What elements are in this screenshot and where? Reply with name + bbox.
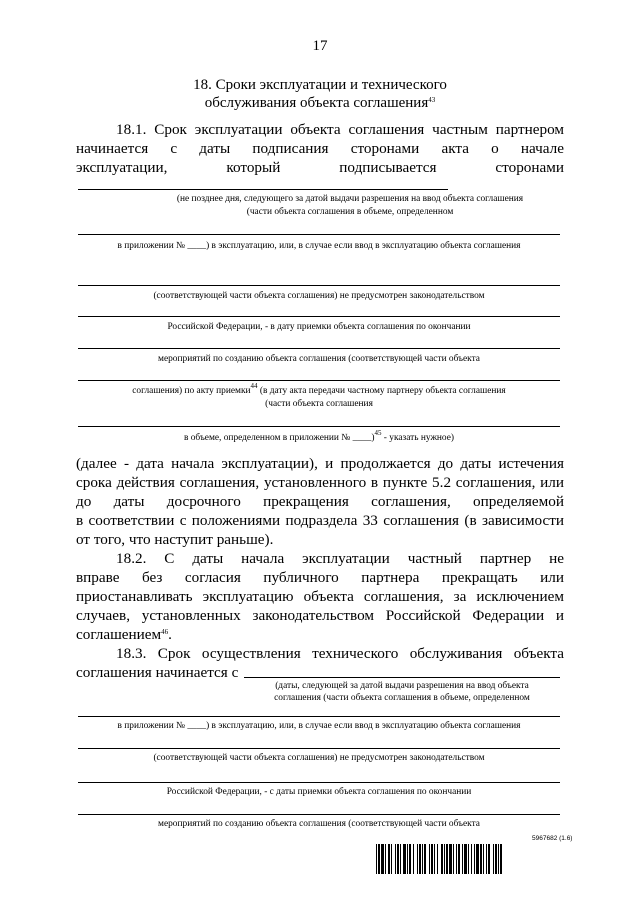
p182-line-5-end: .: [168, 626, 172, 643]
blank-caption: (соответствующей части объекта соглашения) не предусмотрен законодательством: [153, 291, 485, 301]
blank-caption-text: (в дату акта передачи частному партнеру объекта соглашения: [257, 386, 506, 396]
p182-line-1: 18.2. С даты начала эксплуатации частный партнер не: [116, 550, 564, 567]
footnote-45: 45: [374, 429, 382, 437]
blank-line: [78, 748, 560, 749]
blank-caption: (даты, следующей за датой выдачи разрешения на ввод объекта: [275, 681, 529, 691]
blank-line: [78, 380, 560, 381]
blank-line: [78, 189, 448, 190]
blank-line: [78, 234, 560, 235]
blank-caption: (части объекта соглашения в объеме, определенном: [246, 207, 454, 217]
p182-line-2: вправе без согласия публичного партнера прекращать или: [76, 569, 564, 586]
blank-caption: Российской Федерации, - с даты приемки объекта соглашения по окончании: [166, 787, 472, 797]
blank-line: [78, 316, 560, 317]
footnote-46: 46: [161, 628, 169, 636]
blank-caption: мероприятий по созданию объекта соглашения (соответствующей части объекта: [158, 354, 480, 364]
blank-line: [78, 782, 560, 783]
blank-caption: в приложении № ____) в эксплуатацию, или, в случае если ввод в эксплуатацию объекта соглашения: [117, 241, 521, 251]
p182-line-5: [76, 625, 564, 644]
blank-line: [78, 814, 560, 815]
p181-line-3: эксплуатации, который подписывается сторонами: [76, 159, 564, 176]
p181-cont-line-1: (далее - дата начала эксплуатации), и продолжается до даты истечения: [76, 455, 564, 472]
blank-caption: соглашения (части объекта соглашения в объеме, определенном: [274, 693, 530, 703]
footnote-44: 44: [250, 382, 258, 390]
blank-caption: [78, 429, 560, 444]
blank-line: [78, 716, 560, 717]
p182-line-5-text: соглашением: [76, 626, 162, 643]
barcode: [376, 844, 588, 874]
section-heading: [100, 76, 540, 112]
blank-caption: (не позднее дня, следующего за датой выдачи разрешения на ввод объекта соглашения: [176, 194, 524, 204]
blank-caption: (соответствующей части объекта соглашения) не предусмотрен законодательством: [153, 753, 485, 763]
blank-caption-text: в объеме, определенном в приложении № ____): [183, 433, 375, 443]
heading-line-1: 18. Сроки эксплуатации и технического: [193, 77, 447, 93]
p183-line-2: соглашения начинается с: [76, 664, 239, 681]
p183-line-1: 18.3. Срок осуществления технического обслуживания объекта: [116, 645, 564, 662]
blank-caption-text: - указать нужное): [381, 433, 455, 443]
blank-caption: в приложении № ____) в эксплуатацию, или, в случае если ввод в эксплуатацию объекта соглашения: [117, 721, 521, 731]
blank-caption: [78, 382, 560, 397]
blank-caption: Российской Федерации, - в дату приемки объекта соглашения по окончании: [167, 322, 471, 332]
p182-line-3: приостанавливать эксплуатацию объекта соглашения, за исключением: [76, 588, 564, 605]
blank-line: [244, 677, 560, 678]
blank-line: [78, 426, 560, 427]
blank-caption: мероприятий по созданию объекта соглашения (соответствующей части объекта: [158, 819, 480, 829]
heading-footnote: 43: [428, 96, 436, 104]
blank-line: [78, 348, 560, 349]
p181-line-1: 18.1. Срок эксплуатации объекта соглашения частным партнером: [116, 121, 564, 138]
p181-cont-line-5: от того, что наступит раньше).: [76, 531, 274, 548]
p181-cont-line-3: до даты досрочного прекращения соглашения, определяемой: [76, 493, 564, 510]
blank-line: [78, 285, 560, 286]
barcode-number: 5967682 (1.6): [532, 835, 573, 842]
heading-line-2: обслуживания объекта соглашения: [204, 95, 429, 111]
p181-line-2: начинается с даты подписания сторонами акта о начале: [76, 140, 564, 157]
blank-caption-text: соглашения) по акту приемки: [132, 386, 251, 396]
p181-cont-line-4: в соответствии с положениями подраздела 33 соглашения (в зависимости: [76, 512, 564, 529]
page-number: 17: [312, 38, 328, 54]
blank-caption: (части объекта соглашения: [265, 399, 373, 409]
p181-cont-line-2: срока действия соглашения, установленного в пункте 5.2 соглашения, или: [76, 474, 564, 491]
barcode-bar: [502, 844, 503, 874]
p182-line-4: случаев, установленных законодательством Российской Федерации и: [76, 607, 564, 624]
heading-line-2-wrap: [100, 94, 540, 112]
